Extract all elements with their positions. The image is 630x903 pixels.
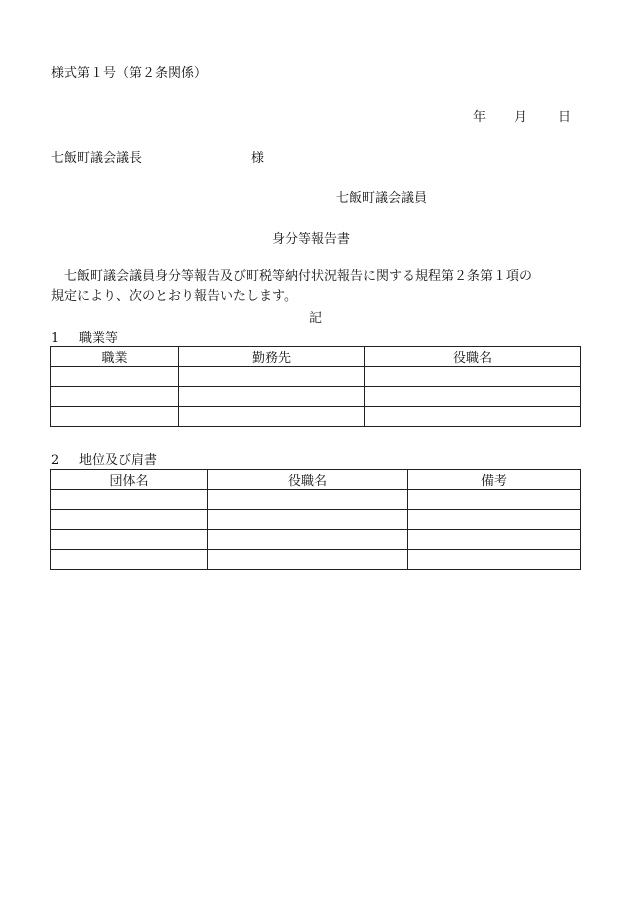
- table-cell[interactable]: [208, 510, 408, 530]
- table-cell[interactable]: [51, 530, 208, 550]
- table-cell[interactable]: [51, 510, 208, 530]
- table-row: [51, 387, 581, 407]
- table-row: [51, 550, 581, 570]
- table-cell[interactable]: [408, 530, 581, 550]
- table-row: [51, 367, 581, 387]
- section-2-number: 2: [51, 453, 60, 468]
- section-1-label: 職業等: [79, 331, 119, 346]
- header-organization: 団体名: [51, 470, 208, 490]
- reporter-title: 七飯町議会議員: [336, 191, 428, 206]
- table-cell[interactable]: [179, 407, 365, 427]
- section-1-heading: [51, 331, 118, 347]
- occupation-table: [50, 346, 581, 427]
- table-header-row: [51, 470, 581, 490]
- table-cell[interactable]: [51, 490, 208, 510]
- table-cell[interactable]: [408, 550, 581, 570]
- header-remarks: 備考: [408, 470, 581, 490]
- table-cell[interactable]: [51, 407, 179, 427]
- date-year-label: 年: [473, 110, 487, 125]
- header-occupation: 職業: [51, 347, 179, 367]
- table-cell[interactable]: [365, 407, 581, 427]
- date-month-label: 月: [514, 110, 528, 125]
- header-employer: 勤務先: [179, 347, 365, 367]
- table-cell[interactable]: [408, 510, 581, 530]
- ki-heading: 記: [309, 311, 323, 326]
- addressee: 七飯町議会議長: [51, 151, 143, 166]
- date-day-label: 日: [558, 110, 572, 125]
- table-row: [51, 407, 581, 427]
- table-cell[interactable]: [408, 490, 581, 510]
- table-cell[interactable]: [208, 530, 408, 550]
- section-2-heading: [51, 453, 157, 469]
- table-row: [51, 510, 581, 530]
- form-number: 様式第１号（第２条関係）: [51, 66, 208, 81]
- body-line-2: 規定により、次のとおり報告いたします。: [51, 289, 297, 304]
- body-paragraph: [51, 267, 581, 307]
- table-cell[interactable]: [179, 387, 365, 407]
- section-1-number: 1: [51, 331, 60, 346]
- table-row: [51, 530, 581, 550]
- table-cell[interactable]: [208, 490, 408, 510]
- table-cell[interactable]: [51, 387, 179, 407]
- table-header-row: [51, 347, 581, 367]
- header-position: 役職名: [208, 470, 408, 490]
- header-position: 役職名: [365, 347, 581, 367]
- status-title-table: [50, 469, 581, 570]
- table-cell[interactable]: [208, 550, 408, 570]
- table-row: [51, 490, 581, 510]
- body-line-1: 七飯町議会議員身分等報告及び町税等納付状況報告に関する規程第２条第１項の: [51, 269, 533, 284]
- table-cell[interactable]: [365, 367, 581, 387]
- table-cell[interactable]: [179, 367, 365, 387]
- document-title: 身分等報告書: [272, 232, 351, 247]
- table-cell[interactable]: [365, 387, 581, 407]
- section-2-label: 地位及び肩書: [79, 453, 158, 468]
- addressee-honorific: 様: [251, 151, 265, 166]
- table-cell[interactable]: [51, 367, 179, 387]
- table-cell[interactable]: [51, 550, 208, 570]
